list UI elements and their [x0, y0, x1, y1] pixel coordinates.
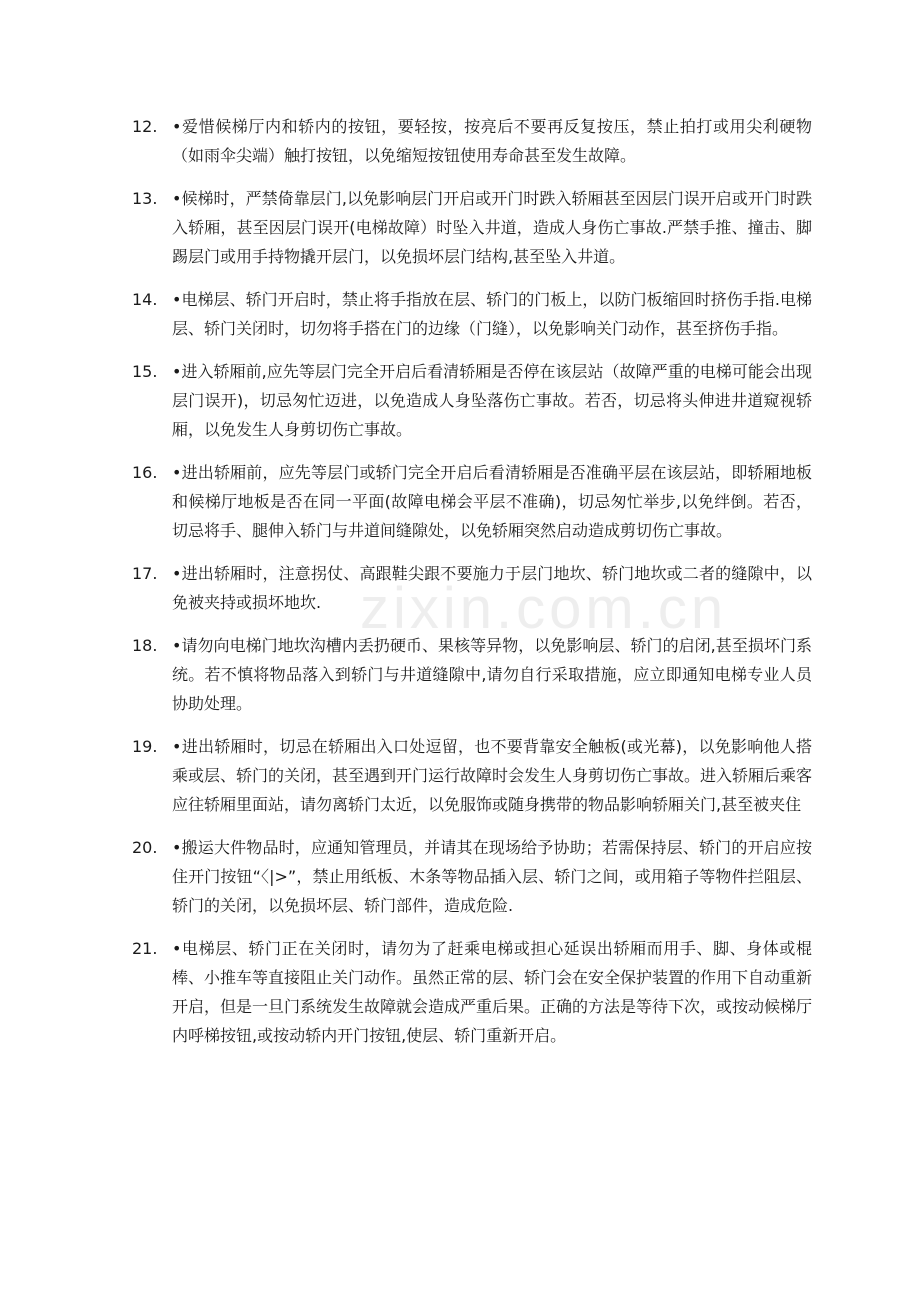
watermark: zixin.com.cn: [360, 576, 728, 641]
rule-item-17: [132, 559, 812, 617]
rule-item-14: [132, 285, 812, 343]
rule-item-12: [132, 112, 812, 170]
rule-number: 13.: [132, 189, 158, 208]
safety-rules-list: [132, 112, 812, 1064]
rule-text: •请勿向电梯门地坎沟槽内丢扔硬币、果核等异物，以免影响层、轿门的启闭,甚至损坏门系统。若不慎将物品落入到轿门与井道缝隙中,请勿自行采取措施，应立即通知电梯专业人员协助处理。: [172, 636, 812, 713]
rule-number: 16.: [132, 463, 158, 482]
rule-text: •电梯层、轿门开启时，禁止将手指放在层、轿门的门板上，以防门板缩回时挤伤手指.电梯层、轿门关闭时，切勿将手搭在门的边缘（门缝），以免影响关门动作，甚至挤伤手指。: [172, 290, 812, 338]
rule-number: 21.: [132, 939, 158, 958]
rule-item-19: [132, 732, 812, 819]
rule-text: •候梯时，严禁倚靠层门,以免影响层门开启或开门时跌入轿厢甚至因层门误开启或开门时跌入轿厢，甚至因层门误开(电梯故障）时坠入井道，造成人身伤亡事故.严禁手推、撞击、脚踢层门或用手持物撬开层门，以免损坏层门结构,甚至坠入井道。: [172, 189, 812, 266]
rule-number: 12.: [132, 117, 158, 136]
rule-item-20: [132, 833, 812, 920]
rule-item-15: [132, 357, 812, 444]
rule-number: 20.: [132, 838, 158, 857]
rule-number: 17.: [132, 564, 158, 583]
rule-item-16: [132, 458, 812, 545]
rule-number: 15.: [132, 362, 158, 381]
rule-text: •搬运大件物品时，应通知管理员，并请其在现场给予协助；若需保持层、轿门的开启应按住开门按钮“〈|>”，禁止用纸板、木条等物品插入层、轿门之间，或用箱子等物件拦阻层、轿门的关闭，以免损坏层、轿门部件，造成危险.: [172, 838, 812, 915]
rule-text: •进出轿厢时，注意拐仗、高跟鞋尖跟不要施力于层门地坎、轿门地坎或二者的缝隙中，以免被夹持或损坏地坎.: [172, 564, 812, 612]
rule-item-13: [132, 184, 812, 271]
rule-item-21: [132, 934, 812, 1050]
rule-text: •进出轿厢时，切忌在轿厢出入口处逗留，也不要背靠安全触板(或光幕)，以免影响他人搭乘或层、轿门的关闭，甚至遇到开门运行故障时会发生人身剪切伤亡事故。进入轿厢后乘客应往轿厢里面站，请勿离轿门太近，以免服饰或随身携带的物品影响轿厢关门,甚至被夹住: [172, 737, 813, 814]
rule-number: 18.: [132, 636, 158, 655]
rule-text: •进出轿厢前，应先等层门或轿门完全开启后看清轿厢是否准确平层在该层站，即轿厢地板和候梯厅地板是否在同一平面(故障电梯会平层不准确)，切忌匆忙举步,以免绊倒。若否，切忌将手、腿伸入轿门与井道间缝隙处，以免轿厢突然启动造成剪切伤亡事故。: [172, 463, 812, 540]
rule-text: •进入轿厢前,应先等层门完全开启后看清轿厢是否停在该层站（故障严重的电梯可能会出现层门误开)，切忌匆忙迈进，以免造成人身坠落伤亡事故。若否，切忌将头伸进井道窥视轿厢，以免发生人身剪切伤亡事故。: [172, 362, 812, 439]
rule-number: 14.: [132, 290, 158, 309]
rule-text: •爱惜候梯厅内和轿内的按钮，要轻按，按亮后不要再反复按压，禁止拍打或用尖利硬物（如雨伞尖端）触打按钮，以免缩短按钮使用寿命甚至发生故障。: [172, 117, 812, 165]
rule-item-18: [132, 631, 812, 718]
rule-text: •电梯层、轿门正在关闭时，请勿为了赶乘电梯或担心延误出轿厢而用手、脚、身体或棍棒、小推车等直接阻止关门动作。虽然正常的层、轿门会在安全保护装置的作用下自动重新开启，但是一旦门系统发生故障就会造成严重后果。正确的方法是等待下次，或按动候梯厅内呼梯按钮,或按动轿内开门按钮,使层、轿门重新开启。: [172, 939, 813, 1045]
rule-number: 19.: [132, 737, 158, 756]
